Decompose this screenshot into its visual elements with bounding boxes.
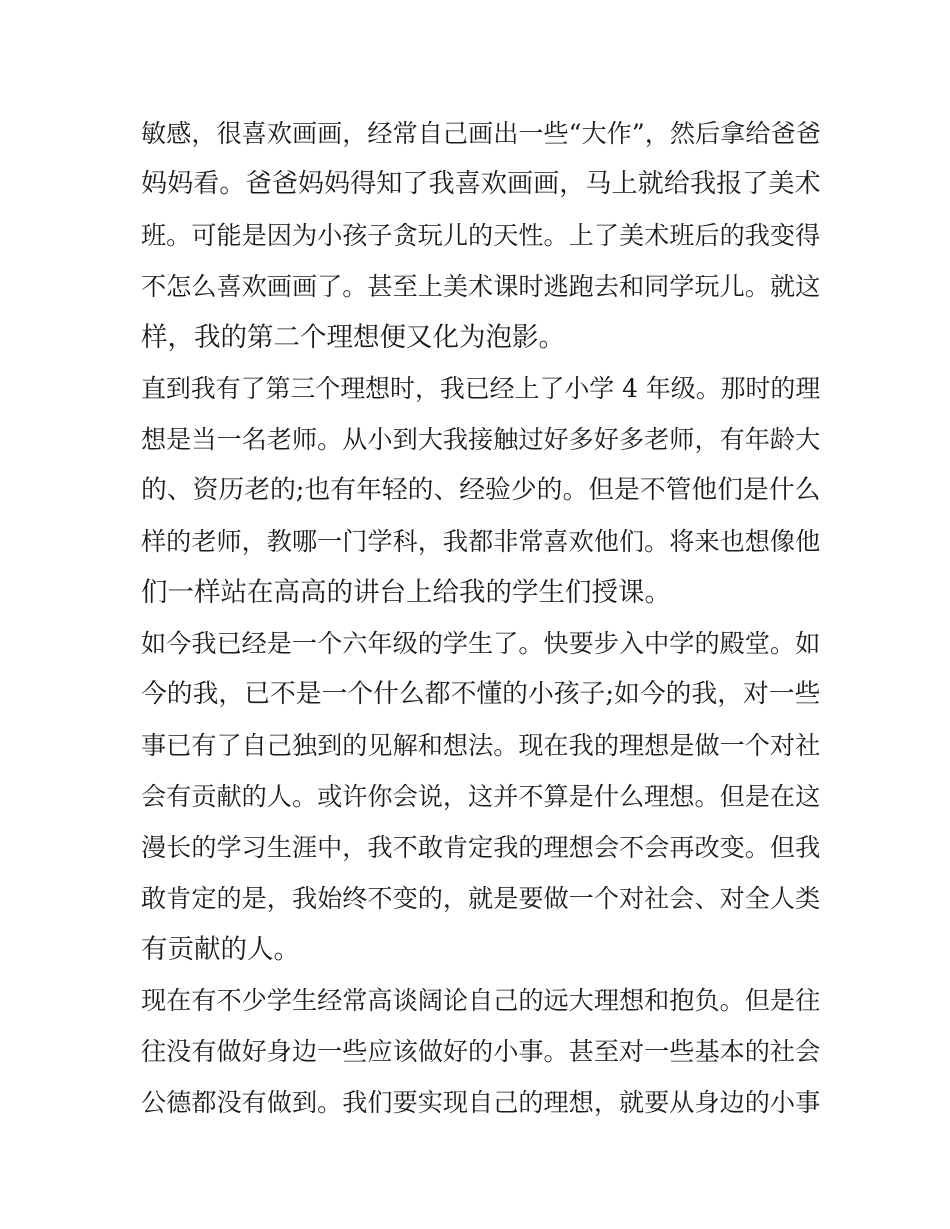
text-line: 敢肯定的是，我始终不变的，就是要做一个对社会、对全人类: [141, 884, 821, 913]
text-line: 今的我，已不是一个什么都不懂的小孩子;如今的我，对一些: [141, 679, 821, 709]
text-line: 现在有不少学生经常高谈阔论自己的远大理想和抱负。但是往: [141, 986, 821, 1015]
text-line: 往没有做好身边一些应该做好的小事。甚至对一些基本的社会: [141, 1037, 821, 1066]
text-line: 妈妈看。爸爸妈妈得知了我喜欢画画，马上就给我报了美术: [141, 169, 821, 199]
text-line: 事已有了自己独到的见解和想法。现在我的理想是做一个对社: [141, 731, 821, 760]
text-line: 直到我有了第三个理想时，我已经上了小学 4 年级。那时的理: [141, 374, 821, 403]
text-line: 样的老师，教哪一门学科，我都非常喜欢他们。将来也想像他: [141, 527, 821, 556]
text-line: 会有贡献的人。或许你会说，这并不算是什么理想。但是在这: [141, 782, 821, 811]
text-line: 的、资历老的;也有年轻的、经验少的。但是不管他们是什么: [141, 475, 821, 505]
text-line: 敏感，很喜欢画画，经常自己画出一些“大作”，然后拿给爸爸: [141, 119, 821, 148]
document-body: [141, 108, 821, 1128]
text-line: 公德都没有做到。我们要实现自己的理想，就要从身边的小事: [141, 1088, 821, 1117]
text-line: 想是当一名老师。从小到大我接触过好多好多老师，有年龄大: [141, 425, 821, 454]
text-line: 不怎么喜欢画画了。甚至上美术课时逃跑去和同学玩儿。就这: [141, 272, 821, 301]
text-line: 有贡献的人。: [141, 934, 300, 965]
text-line: 样，我的第二个理想便又化为泡影。: [141, 322, 565, 353]
text-line: 班。可能是因为小孩子贪玩儿的天性。上了美术班后的我变得: [141, 221, 821, 250]
text-line: 如今我已经是一个六年级的学生了。快要步入中学的殿堂。如: [141, 629, 821, 658]
text-line: 漫长的学习生涯中，我不敢肯定我的理想会不会再改变。但我: [141, 833, 821, 862]
text-line: 们一样站在高高的讲台上给我的学生们授课。: [141, 577, 671, 608]
